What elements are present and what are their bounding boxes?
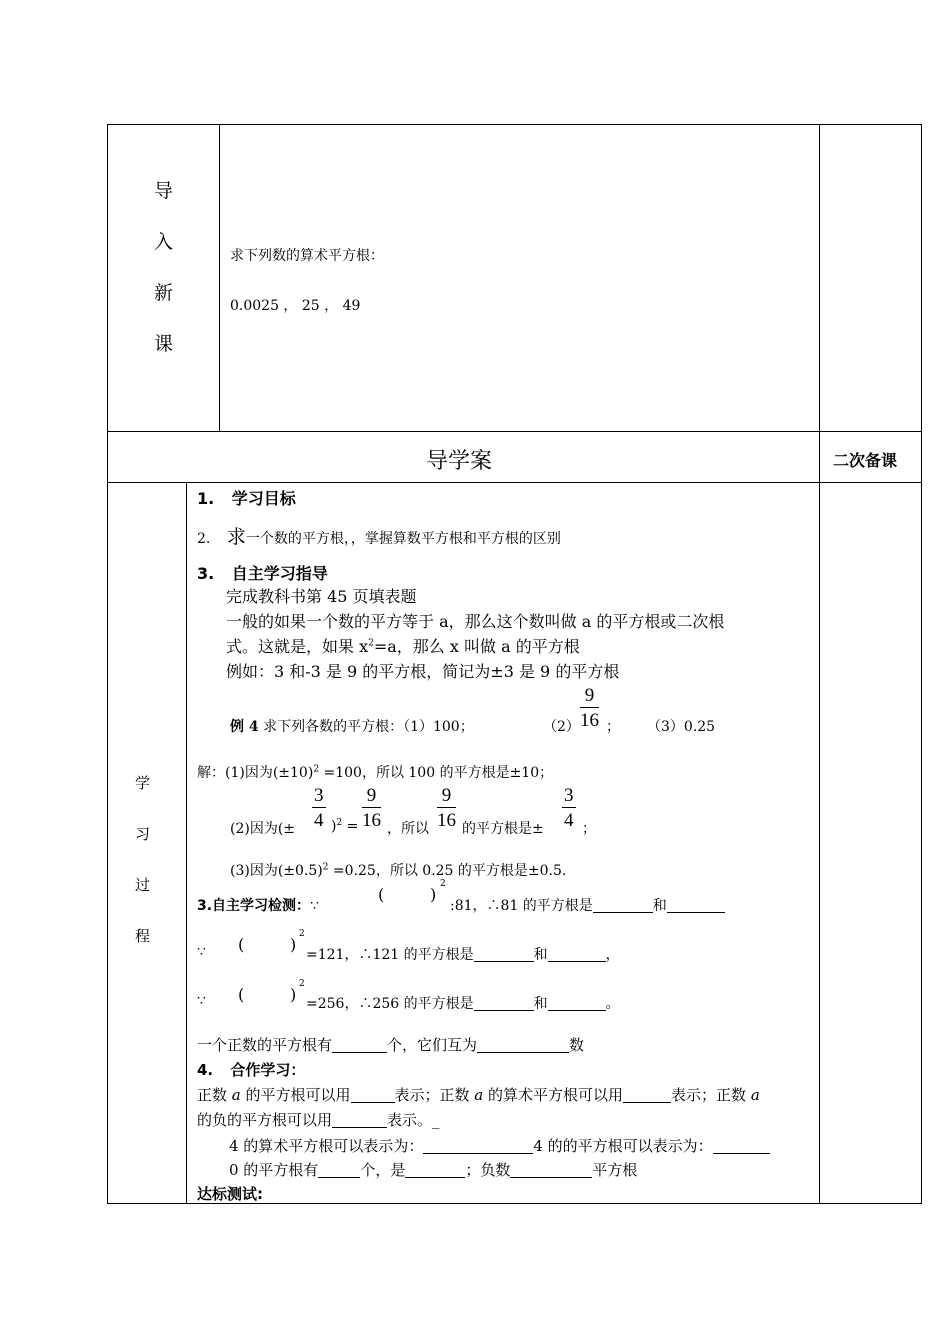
guide-line4: 例如：3 和-3 是 9 的平方根，简记为±3 是 9 的平方根 bbox=[226, 662, 620, 681]
fraction-numerator: 3 bbox=[314, 785, 324, 806]
test-heading: 达标测试: bbox=[197, 1185, 263, 1203]
solution3-a: (3)因为(±0.5) bbox=[230, 863, 323, 879]
and-text: 和 bbox=[533, 996, 548, 1012]
process-char: 过 bbox=[135, 876, 151, 894]
coop-line1-d: 的算术平方根可以用 bbox=[483, 1086, 624, 1104]
zero-root-b: 个，是 bbox=[360, 1161, 406, 1179]
item2-number: 2. bbox=[197, 531, 211, 547]
item3-heading bbox=[197, 561, 328, 584]
example4-label: 例 4 bbox=[230, 719, 259, 735]
answer-blank[interactable] bbox=[477, 1037, 569, 1053]
coop-label: 合作学习： bbox=[230, 1061, 306, 1079]
four-root-a: 4 的算术平方根可以表示为： bbox=[229, 1137, 424, 1155]
zero-root-d: 平方根 bbox=[592, 1161, 638, 1179]
fraction-9-16 bbox=[362, 786, 381, 830]
check2-square: 2 bbox=[299, 929, 305, 939]
header-right-label: 二次备课 bbox=[833, 451, 898, 470]
process-char: 习 bbox=[135, 825, 151, 843]
coop-line1-b: 的平方根可以用 bbox=[240, 1086, 351, 1104]
table-border-right bbox=[921, 124, 922, 1204]
positive-root-b: 个，它们互为 bbox=[387, 1036, 478, 1054]
item3-label: 自主学习指导 bbox=[231, 564, 328, 583]
item2-big-char: 求 bbox=[226, 526, 246, 548]
table-border-header-bottom bbox=[107, 482, 922, 483]
intro-side-label bbox=[154, 166, 173, 370]
and-text: 和 bbox=[652, 898, 667, 914]
table-border-top bbox=[107, 124, 922, 125]
table-border-process-divider bbox=[186, 482, 187, 1203]
coop-line1-e: 表示；正数 bbox=[671, 1086, 751, 1104]
check-heading: 3.自主学习检测： bbox=[197, 898, 311, 914]
intro-char: 入 bbox=[154, 231, 174, 253]
item2-text: 一个数的平方根，，掌握算数平方根和平方根的区别 bbox=[245, 531, 561, 547]
answer-blank[interactable] bbox=[623, 1087, 671, 1103]
fraction-denominator: 16 bbox=[362, 810, 381, 831]
goal-number: 1. bbox=[197, 489, 215, 508]
variable-a: a bbox=[231, 1086, 241, 1104]
example4-sep: ； bbox=[606, 719, 620, 735]
fraction-denominator: 16 bbox=[437, 810, 456, 831]
fraction-9-16 bbox=[437, 786, 456, 830]
check2-text bbox=[306, 944, 620, 964]
table-border-notes-divider bbox=[819, 124, 820, 1204]
therefore-symbol: ∴ bbox=[358, 947, 373, 963]
because-symbol: ∵ bbox=[197, 944, 206, 960]
fraction-numerator: 9 bbox=[437, 786, 456, 808]
example4-part3: （3）0.25 bbox=[647, 719, 716, 735]
coop-line1-c: 表示；正数 bbox=[394, 1086, 475, 1104]
answer-blank[interactable] bbox=[510, 1162, 592, 1178]
solution3-line bbox=[230, 860, 566, 880]
check1-sentence: 81 的平方根是 bbox=[500, 898, 593, 914]
fraction-denominator: 4 bbox=[314, 810, 324, 831]
solution2-e: 的平方根是± bbox=[462, 821, 544, 837]
answer-blank[interactable] bbox=[332, 1112, 387, 1128]
answer-blank[interactable] bbox=[474, 996, 534, 1011]
four-root-line bbox=[229, 1135, 770, 1156]
coop-line2 bbox=[197, 1109, 440, 1130]
check2-paren-close: ) bbox=[290, 935, 297, 954]
check3-value: =256， bbox=[306, 996, 359, 1012]
period-text: 。 bbox=[605, 996, 620, 1012]
fraction-numerator: 9 bbox=[362, 786, 381, 808]
solution1-a: 解：(1)因为(±10) bbox=[197, 765, 314, 781]
example4-part2: （2） bbox=[543, 719, 580, 735]
fraction-3-4 bbox=[562, 786, 576, 830]
answer-blank[interactable] bbox=[474, 947, 534, 962]
check3-square: 2 bbox=[299, 979, 305, 989]
table-border-left bbox=[107, 124, 108, 1204]
because-symbol: ∵ bbox=[197, 993, 206, 1009]
coop-line1 bbox=[197, 1084, 760, 1105]
check3-sentence: 256 的平方根是 bbox=[372, 996, 474, 1012]
check3-paren-close: ) bbox=[290, 985, 297, 1004]
fraction-numerator: 3 bbox=[564, 785, 574, 806]
check1-paren-open: ( bbox=[378, 885, 385, 904]
guide-line3-a: 式。这就是，如果 x bbox=[226, 637, 369, 656]
four-root-b: 4 的的平方根可以表示为： bbox=[533, 1137, 713, 1155]
table-border-header-top bbox=[107, 431, 922, 432]
solution2-a: (2)因为(± bbox=[230, 821, 296, 837]
solution2-sup: 2 bbox=[336, 818, 343, 828]
process-char: 学 bbox=[135, 774, 151, 792]
intro-line1: 求下列数的算术平方根： bbox=[230, 248, 384, 264]
goal-heading bbox=[197, 486, 296, 509]
coop-number: 4. bbox=[197, 1061, 214, 1079]
guide-line3-b: =a，那么 x 叫做 a 的平方根 bbox=[373, 637, 580, 656]
coop-line2-a: 的负的平方根可以用 bbox=[197, 1111, 333, 1129]
example4-line bbox=[230, 716, 474, 736]
coop-line2-b: 表示。_ bbox=[387, 1111, 440, 1129]
positive-root-a: 一个正数的平方根有 bbox=[197, 1036, 333, 1054]
page-title: 导学案 bbox=[426, 449, 493, 474]
zero-root-c: ；负数 bbox=[465, 1161, 511, 1179]
because-symbol: ∵ bbox=[310, 898, 319, 914]
answer-blank[interactable] bbox=[548, 947, 606, 962]
variable-a: a bbox=[750, 1086, 760, 1104]
solution3-b: =0.25，所以 0.25 的平方根是±0.5. bbox=[328, 863, 567, 879]
guide-line2: 一般的如果一个数的平方等于 a，那么这个数叫做 a 的平方根或二次根 bbox=[226, 612, 725, 631]
solution1-sup: 2 bbox=[313, 764, 320, 775]
intro-char: 课 bbox=[154, 333, 174, 355]
answer-blank[interactable] bbox=[405, 1162, 465, 1178]
answer-blank[interactable] bbox=[713, 1138, 770, 1154]
intro-char: 导 bbox=[154, 180, 174, 202]
coop-line1-a: 正数 bbox=[197, 1086, 232, 1104]
fraction-denominator: 4 bbox=[564, 810, 574, 831]
comma-text: ， bbox=[605, 947, 620, 963]
intro-char: 新 bbox=[154, 282, 174, 304]
fraction-numerator: 9 bbox=[580, 686, 599, 708]
solution2-paren: ) bbox=[331, 818, 337, 835]
answer-blank[interactable] bbox=[593, 898, 653, 913]
item3-number: 3. bbox=[197, 564, 215, 583]
solution1-b: =100，所以 100 的平方根是±10； bbox=[319, 765, 554, 781]
coop-heading bbox=[197, 1059, 305, 1080]
intro-line2: 0.0025 ， 25 ， 49 bbox=[230, 298, 361, 314]
zero-root-line bbox=[229, 1159, 637, 1180]
goal-label: 学习目标 bbox=[231, 489, 296, 508]
therefore-symbol: ∴ bbox=[358, 996, 373, 1012]
process-char: 程 bbox=[135, 927, 151, 945]
fraction-3-4 bbox=[312, 786, 326, 830]
guide-line3-sup: 2 bbox=[368, 638, 374, 649]
check1-paren-close: ) bbox=[430, 885, 437, 904]
answer-blank[interactable] bbox=[667, 898, 725, 913]
check1-value: :81， bbox=[450, 898, 487, 914]
fraction-9-16 bbox=[580, 686, 599, 730]
solution2-d: ，所以 bbox=[387, 821, 429, 837]
guide-line1: 完成教科书第 45 页填表题 bbox=[226, 587, 417, 606]
answer-blank[interactable] bbox=[423, 1138, 533, 1154]
check3-text bbox=[306, 993, 620, 1013]
process-side-label bbox=[135, 758, 150, 962]
positive-root-line bbox=[197, 1034, 584, 1055]
answer-blank[interactable] bbox=[351, 1087, 395, 1103]
and-text: 和 bbox=[533, 947, 548, 963]
answer-blank[interactable] bbox=[332, 1037, 387, 1053]
guide-line3 bbox=[226, 634, 580, 657]
check2-paren-open: ( bbox=[238, 935, 245, 954]
variable-a: a bbox=[474, 1086, 484, 1104]
solution2-eq: = bbox=[342, 818, 359, 835]
positive-root-c: 数 bbox=[569, 1036, 585, 1054]
check1-text bbox=[450, 895, 725, 915]
solution2-b bbox=[331, 818, 358, 835]
answer-blank[interactable] bbox=[318, 1162, 360, 1178]
answer-blank[interactable] bbox=[548, 996, 606, 1011]
check2-sentence: 121 的平方根是 bbox=[372, 947, 474, 963]
therefore-symbol: ∴ bbox=[486, 898, 501, 914]
check3-paren-open: ( bbox=[238, 985, 245, 1004]
example4-text: 求下列各数的平方根：（1）100； bbox=[263, 719, 474, 735]
check2-value: =121， bbox=[306, 947, 359, 963]
check1-square: 2 bbox=[440, 879, 446, 889]
check-line1 bbox=[197, 895, 319, 915]
solution1-line bbox=[197, 762, 553, 782]
table-border-intro-divider bbox=[219, 124, 220, 431]
solution3-sup: 2 bbox=[322, 862, 329, 873]
zero-root-a: 0 的平方根有 bbox=[229, 1161, 319, 1179]
solution2-f: ； bbox=[582, 821, 596, 837]
fraction-denominator: 16 bbox=[580, 710, 599, 731]
item2-line bbox=[197, 522, 561, 549]
